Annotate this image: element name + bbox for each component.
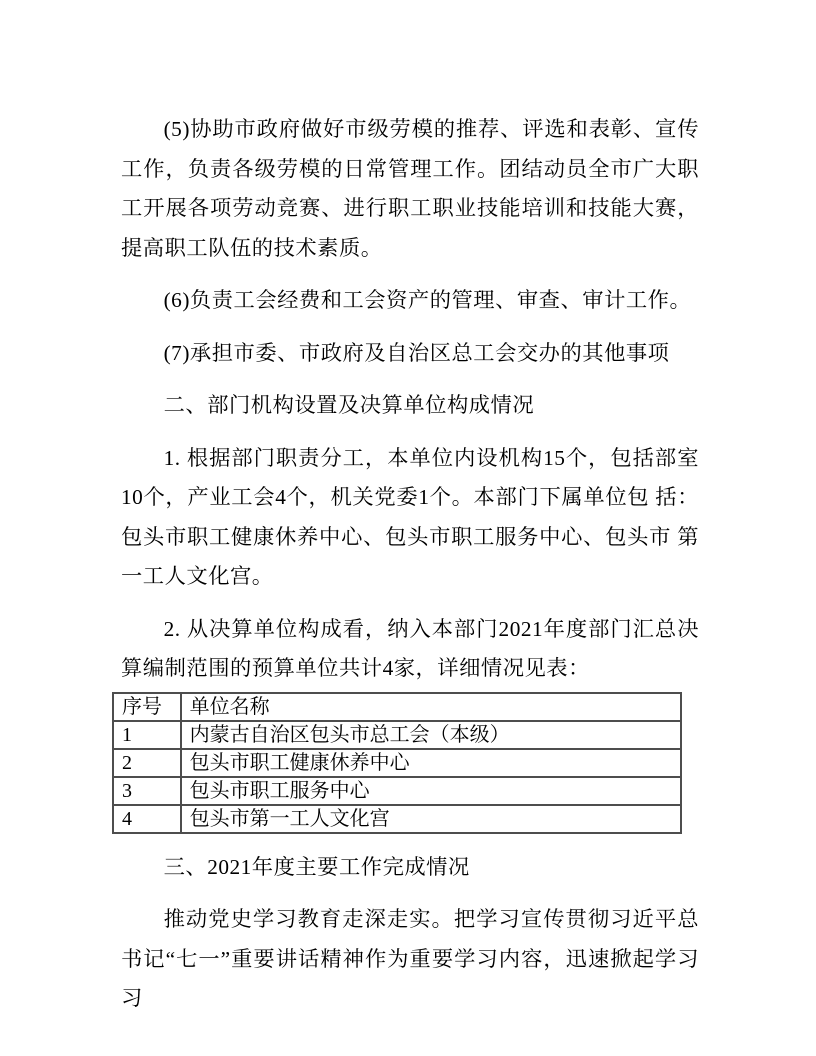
paragraph-duty-6: (6)负责工会经费和工会资产的管理、审查、审计工作。 <box>163 288 692 312</box>
budget-units-table <box>112 692 682 834</box>
section-heading-3: 三、2021年度主要工作完成情况 <box>163 854 470 879</box>
table-cell-serial: 2 <box>113 749 181 777</box>
paragraph-duty-7: (7)承担市委、市政府及自治区总工会交办的其他事项 <box>163 340 670 365</box>
table-cell-unit-name: 包头市第一工人文化宫 <box>181 805 681 833</box>
table-header-serial: 序号 <box>113 693 181 721</box>
table-row <box>113 805 681 833</box>
table-cell-serial: 3 <box>113 777 181 805</box>
table-cell-unit-name: 包头市职工健康休养中心 <box>181 749 681 777</box>
paragraph-duty-5: (5)协助市政府做好市级劳模的推荐、评选和表彰、宣传工作，负责各级劳模的日常管理工作。团结动员全市广大职工开展各项劳动竞赛、进行职工职业技能培训和技能大赛，提高职工队伍的技术素质。 <box>121 117 699 260</box>
section-heading-2: 二、部门机构设置及决算单位构成情况 <box>163 393 535 417</box>
paragraph-org-setup: 1. 根据部门职责分工，本单位内设机构15个，包括部室10个，产业工会4个，机关党委1个。本部门下属单位包 括：包头市职工健康休养中心、包头市职工服务中心、包头市 第一工人文化宫。 <box>121 445 699 588</box>
table-header-unit-name: 单位名称 <box>181 693 681 721</box>
table-cell-unit-name: 包头市职工服务中心 <box>181 777 681 805</box>
table-row <box>113 721 681 749</box>
table-row <box>113 777 681 805</box>
table-cell-unit-name: 内蒙古自治区包头市总工会（本级） <box>181 721 681 749</box>
paragraph-party-history: 推动党史学习教育走深走实。把学习宣传贯彻习近平总书记“七一”重要讲话精神作为重要学习内容，迅速掀起学习习 <box>121 907 699 1010</box>
paragraph-unit-composition: 2. 从决算单位构成看，纳入本部门2021年度部门汇总决算编制范围的预算单位共计4家，详细情况见表： <box>121 616 699 680</box>
table-cell-serial: 1 <box>113 721 181 749</box>
table-row <box>113 749 681 777</box>
table-cell-serial: 4 <box>113 805 181 833</box>
table-header-row <box>113 693 681 721</box>
